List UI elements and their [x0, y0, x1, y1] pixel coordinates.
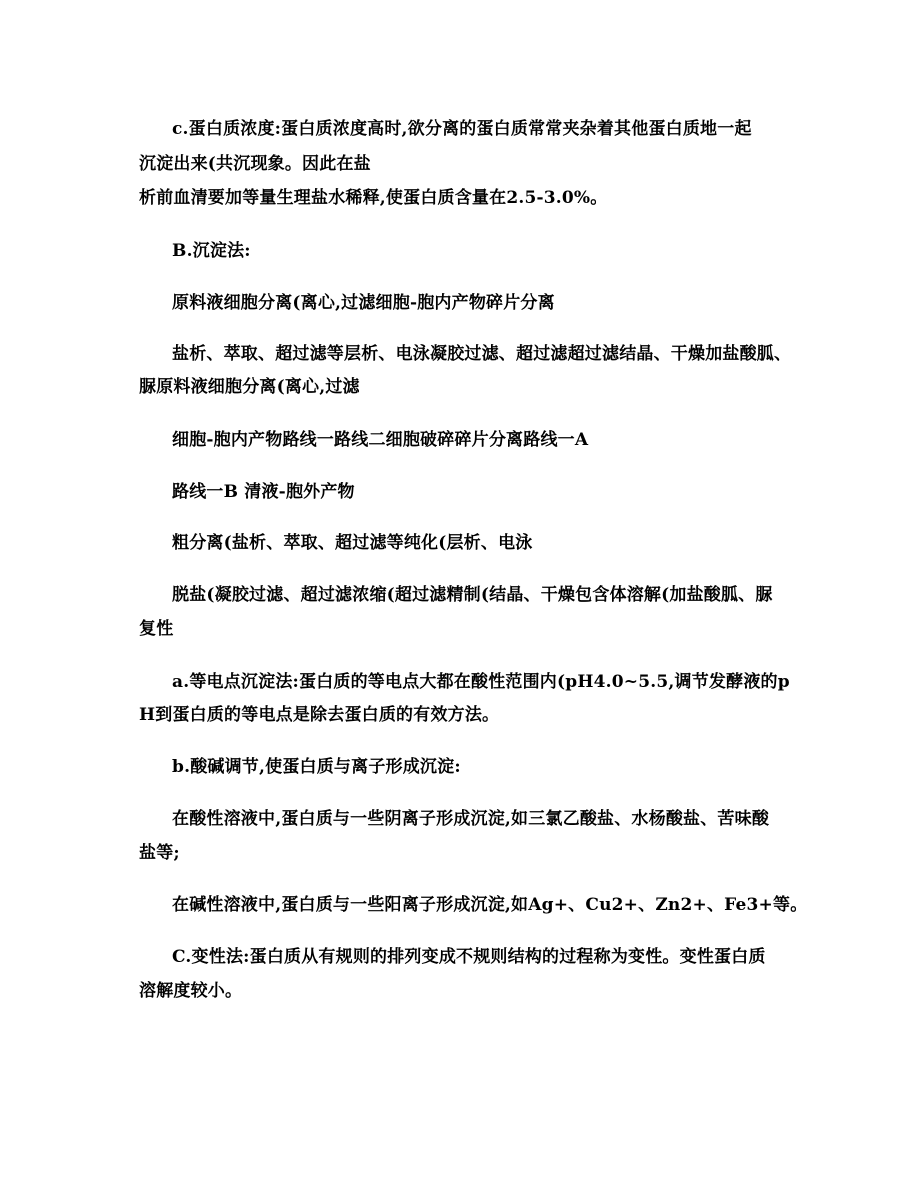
text-line: 粗分离(盐析、萃取、超过滤等纯化(层析、电泳 — [172, 533, 533, 553]
text-line: 复性 — [139, 619, 174, 639]
text-line: 盐等; — [139, 843, 180, 863]
text-line: a.等电点沉淀法:蛋白质的等电点大都在酸性范围内(pH4.0~5.5,调节发酵液的p — [172, 672, 790, 692]
text-line: b.酸碱调节,使蛋白质与离子形成沉淀: — [172, 757, 461, 777]
text-line: c.蛋白质浓度:蛋白质浓度高时,欲分离的蛋白质常常夹杂着其他蛋白质地一起 — [172, 119, 752, 139]
text-line: C.变性法:蛋白质从有规则的排列变成不规则结构的过程称为变性。变性蛋白质 — [172, 947, 766, 967]
text-line: H到蛋白质的等电点是除去蛋白质的有效方法。 — [139, 705, 500, 725]
text-line: 盐析、萃取、超过滤等层析、电泳凝胶过滤、超过滤超过滤结晶、干燥加盐酸胍、 — [172, 344, 792, 364]
text-line: 原料液细胞分离(离心,过滤细胞-胞内产物碎片分离 — [172, 293, 555, 313]
text-line: 脲原料液细胞分离(离心,过滤 — [139, 377, 360, 397]
text-line: 沉淀出来(共沉现象。因此在盐 — [139, 154, 371, 174]
text-line: 脱盐(凝胶过滤、超过滤浓缩(超过滤精制(结晶、干燥包含体溶解(加盐酸胍、脲 — [172, 585, 773, 605]
text-line: 在酸性溶液中,蛋白质与一些阴离子形成沉淀,如三氯乙酸盐、水杨酸盐、苦味酸 — [172, 809, 770, 829]
text-line: 在碱性溶液中,蛋白质与一些阳离子形成沉淀,如Ag+、Cu2+、Zn2+、Fe3+等。 — [172, 895, 808, 915]
text-line: 路线一B 清液-胞外产物 — [172, 482, 355, 502]
text-line: 细胞-胞内产物路线一路线二细胞破碎碎片分离路线一A — [172, 430, 589, 450]
text-line: 析前血清要加等量生理盐水稀释,使蛋白质含量在2.5-3.0%。 — [139, 188, 608, 208]
section-heading: B.沉淀法: — [172, 241, 251, 261]
text-line: 溶解度较小。 — [139, 981, 243, 1001]
